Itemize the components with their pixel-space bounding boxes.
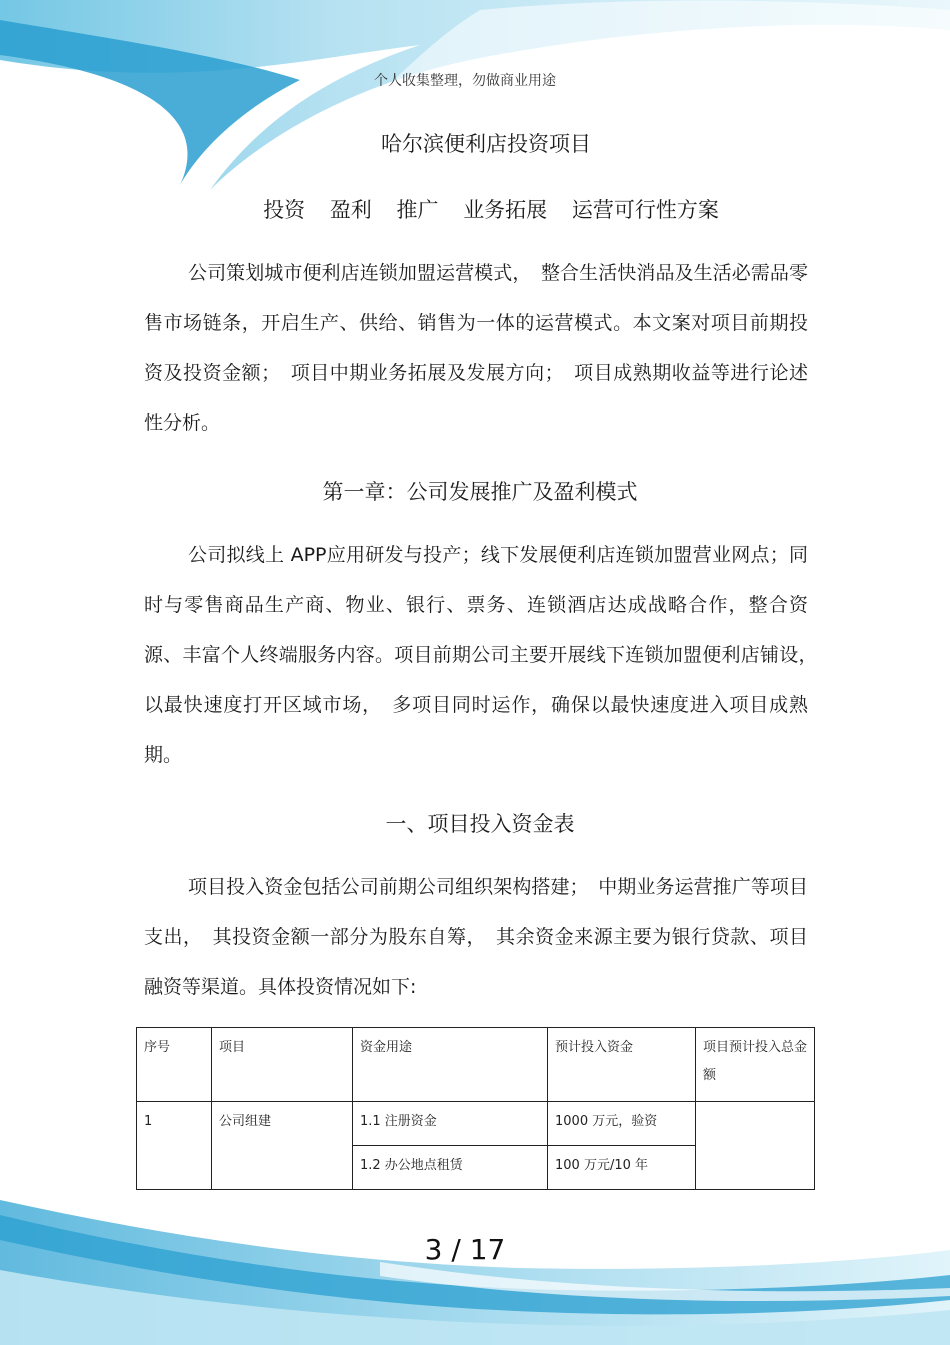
subtitle-word: 业务拓展 xyxy=(463,198,548,222)
cell-amount: 100 万元/10 年 xyxy=(548,1146,696,1190)
header-cell: 资金用途 xyxy=(353,1028,548,1102)
header-cell: 预计投入资金 xyxy=(548,1028,696,1102)
subtitle-word: 投资 xyxy=(263,198,306,222)
page-indicator: 3 / 17 xyxy=(424,1233,506,1266)
subtitle-word: 运营可行性方案 xyxy=(571,198,719,222)
cell-use: 1.2 办公地点租赁 xyxy=(353,1146,548,1190)
cell-use: 1.1 注册资金 xyxy=(353,1102,548,1146)
investment-table xyxy=(136,1027,815,1190)
document-subtitle xyxy=(0,194,950,224)
chapter-paragraph: 公司拟线上 APP应用研发与投产；线下发展便利店连锁加盟营业网点；同时与零售商品生产商、物业、银行、票务、连锁酒店达成战略合作，整合资源、丰富个人终端服务内容。项目前期公司主要开展线下连锁加盟便利店铺设， 以最快速度打开区域市场， 多项目同时运作，确保以最快速度进入项目成熟期。 xyxy=(144,544,828,766)
subtitle-word: 盈利 xyxy=(329,198,372,222)
header-cell: 项目 xyxy=(212,1028,353,1102)
header-cell: 项目预计投入总金额 xyxy=(696,1028,815,1102)
table-row xyxy=(137,1102,815,1146)
cell-item: 公司组建 xyxy=(212,1102,353,1190)
subtitle-word: 推广 xyxy=(396,198,439,222)
header-note: 个人收集整理，勿做商业用途 xyxy=(374,73,556,89)
cell-amount: 1000 万元，验资 xyxy=(548,1102,696,1146)
cell-no: 1 xyxy=(137,1102,212,1190)
chapter-heading: 第一章：公司发展推广及盈利模式 xyxy=(322,480,638,504)
intro-paragraph: 公司策划城市便利店连锁加盟运营模式， 整合生活快消品及生活必需品零售市场链条，开启生产、供给、销售为一体的运营模式。本文案对项目前期投资及投资金额； 项目中期业务拓展及发展方向； 项目成熟期收益等进行论述性分析。 xyxy=(144,262,808,434)
header-cell: 序号 xyxy=(137,1028,212,1102)
section-paragraph: 项目投入资金包括公司前期公司组织架构搭建； 中期业务运营推广等项目支出， 其投资金额一部分为股东自筹， 其余资金来源主要为银行贷款、项目融资等渠道。具体投资情况如下: xyxy=(144,876,808,998)
document-title: 哈尔滨便利店投资项目 xyxy=(381,132,591,156)
cell-total xyxy=(696,1102,815,1190)
table-header-row xyxy=(137,1028,815,1102)
section-heading: 一、项目投入资金表 xyxy=(385,812,575,836)
